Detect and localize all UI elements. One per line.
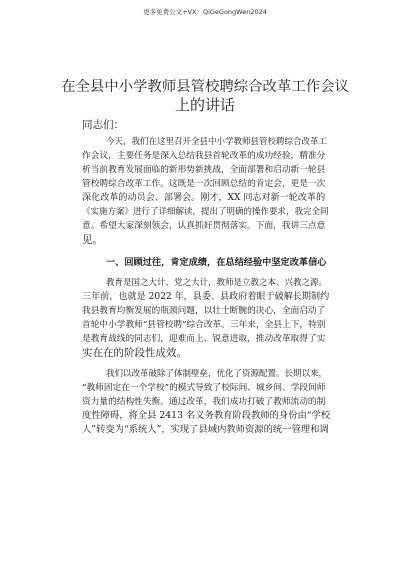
paragraph-line: 我们以改革破除了体制壁垒，优化了资源配置。长期以来， (106, 369, 328, 379)
paragraph-line: 资力量的结构性失衡。通过改革，我们成功打破了教师流动的制 (82, 397, 326, 407)
paragraph-line: 析当前教育发展面临的新形势新挑战，全面部署和启动新一轮县 (82, 165, 326, 175)
paragraph-line: 见。 (82, 234, 103, 246)
document-title (60, 78, 350, 114)
section-heading: 一、回顾过往，肯定成绩，在总结经验中坚定改革信心 (106, 257, 327, 268)
paragraph-line: 首轮中小学教师“县管校聘”综合改革。三年来，全县上下，特别 (82, 320, 326, 330)
paragraph-line: 今天，我们在这里召开全县中小学教师县管校聘综合改革工 (106, 137, 328, 147)
paragraph-line: 意。希望大家深刻领会，认真抓好贯彻落实。下面，我讲三点意 (82, 221, 326, 231)
paragraph-line: 深化改革的动员会、部署会。刚才，XX 同志对新一轮改革的 (82, 193, 326, 203)
paragraph-line: 实在在的阶段性成效。 (82, 347, 187, 359)
page-header: 更多免费公文+VX：QiGeGongWen2024 (143, 8, 267, 16)
paragraph-line: 人”转变为“系统人”，实现了县域内教师资源的统一管理和调 (82, 424, 329, 435)
paragraph-line: 度性障碍，将全县 2413 名义务教育阶段教师的身份由“学校 (82, 410, 331, 421)
paragraph-line: 教育是国之大计、党之大计，教师是立教之本、兴教之源。 (106, 278, 328, 288)
paragraph-line: 作会议，主要任务是深入总结我县首轮改革的成功经验，精准分 (82, 151, 326, 161)
paragraph-line: 管校聘综合改革工作。这既是一次回顾总结的肯定会，更是一次 (82, 179, 326, 189)
title-line: 在全县中小学教师县管校聘综合改革工作会议 (61, 79, 349, 95)
paragraph-line: 我县教育均衡发展的瓶颈问题，以壮士断腕的决心，全面启动了 (82, 306, 326, 316)
paragraph-line: “教师固定在一个学校”的模式导致了校际间、城乡间、学段间师 (82, 383, 326, 393)
paragraph-line: 是教育战线的同志们，迎难而上、锐意进取，推动改革取得了实 (82, 334, 326, 344)
title-line: 上的讲话 (174, 96, 235, 114)
paragraph-line: 《实施方案》进行了详细解读，提出了明确的操作要求，我完全同 (82, 207, 329, 217)
salutation: 同志们： (82, 119, 124, 131)
paragraph-line: 三年前，也就是 2022 年，县委、县政府着眼于破解长期制约 (82, 292, 330, 302)
